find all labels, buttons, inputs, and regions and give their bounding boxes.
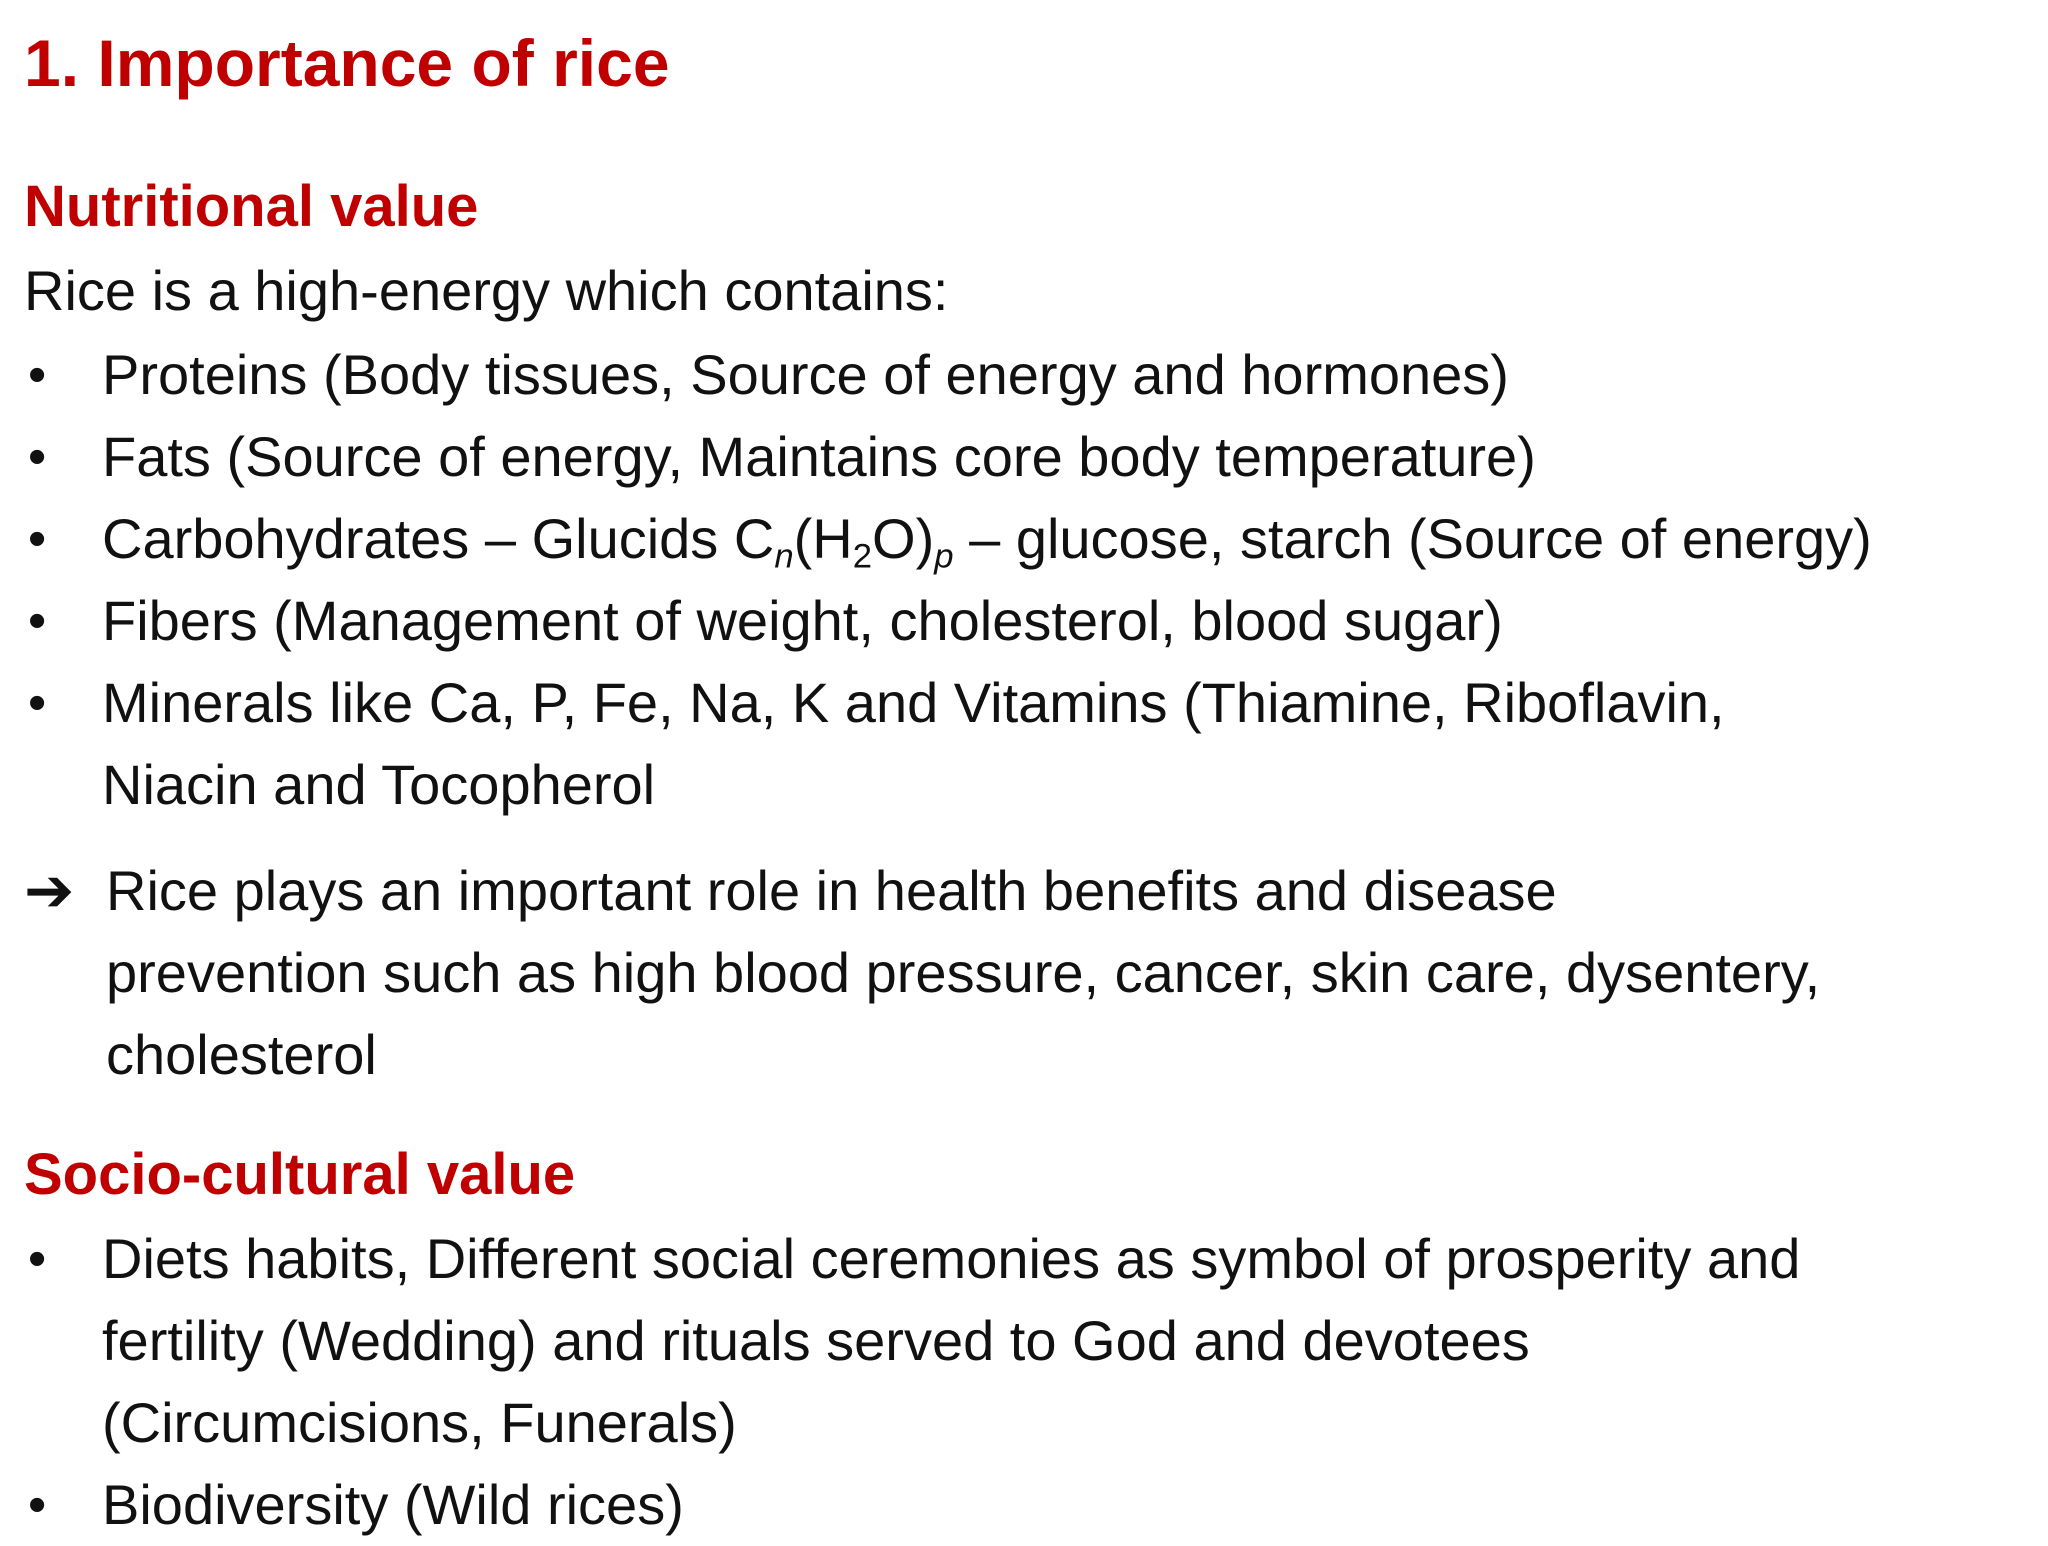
bullet-icon: •	[28, 1230, 47, 1288]
bullet-icon: •	[28, 346, 47, 404]
carbs-sub-n: n	[774, 537, 794, 576]
socio-cultural-value-heading: Socio-cultural value	[24, 1142, 576, 1207]
list-item-fibers	[0, 580, 1872, 662]
conclusion-line-3: cholesterol	[106, 1023, 377, 1086]
list-item-text: Proteins (Body tissues, Source of energy and hormones)	[102, 343, 1509, 406]
list-item-minerals	[0, 662, 1872, 826]
list-item-text: Biodiversity (Wild rices)	[102, 1473, 684, 1536]
bullet-icon: •	[28, 510, 47, 568]
list-item-diets	[0, 1218, 1800, 1464]
carbs-sub-2: 2	[852, 537, 873, 576]
nutrient-list	[0, 334, 1872, 826]
list-item-text-continued: fertility (Wedding) and rituals served to God and devotees	[102, 1309, 1530, 1372]
list-item-text: Minerals like Ca, P, Fe, Na, K and Vitamins (Thiamine, Riboflavin,	[102, 671, 1725, 734]
carbs-sub-p: p	[934, 537, 954, 576]
conclusion-line-2: prevention such as high blood pressure, cancer, skin care, dysentery,	[106, 941, 1821, 1004]
right-arrow-icon: ➔	[24, 857, 75, 924]
list-item-text: Fibers (Management of weight, cholesterol, blood sugar)	[102, 589, 1503, 652]
list-item-carbohydrates	[0, 498, 1872, 580]
nutritional-value-heading: Nutritional value	[24, 174, 479, 239]
carbs-prefix: Carbohydrates – Glucids C	[102, 507, 775, 570]
bullet-icon: •	[28, 428, 47, 486]
nutritional-intro: Rice is a high-energy which contains:	[24, 259, 949, 322]
list-item-text: Diets habits, Different social ceremonies as symbol of prosperity and	[102, 1227, 1801, 1290]
bullet-icon: •	[28, 1476, 47, 1534]
carbs-suffix: – glucose, starch (Source of energy)	[953, 507, 1872, 570]
bullet-icon: •	[28, 674, 47, 732]
socio-list	[0, 1218, 1800, 1546]
list-item-fats	[0, 416, 1872, 498]
list-item-text-continued: (Circumcisions, Funerals)	[102, 1391, 737, 1454]
bullet-icon: •	[28, 592, 47, 650]
carbs-mid2: O)	[872, 507, 935, 570]
conclusion-line-1: Rice plays an important role in health benefits and disease	[106, 859, 1557, 922]
list-item-text: Fats (Source of energy, Maintains core body temperature)	[102, 425, 1536, 488]
slide-title: 1. Importance of rice	[24, 26, 670, 100]
health-conclusion	[24, 850, 1820, 1096]
list-item-proteins	[0, 334, 1872, 416]
carbs-mid1: (H	[793, 507, 853, 570]
list-item-text-continued: Niacin and Tocopherol	[102, 753, 656, 816]
list-item-biodiversity	[0, 1464, 1800, 1546]
